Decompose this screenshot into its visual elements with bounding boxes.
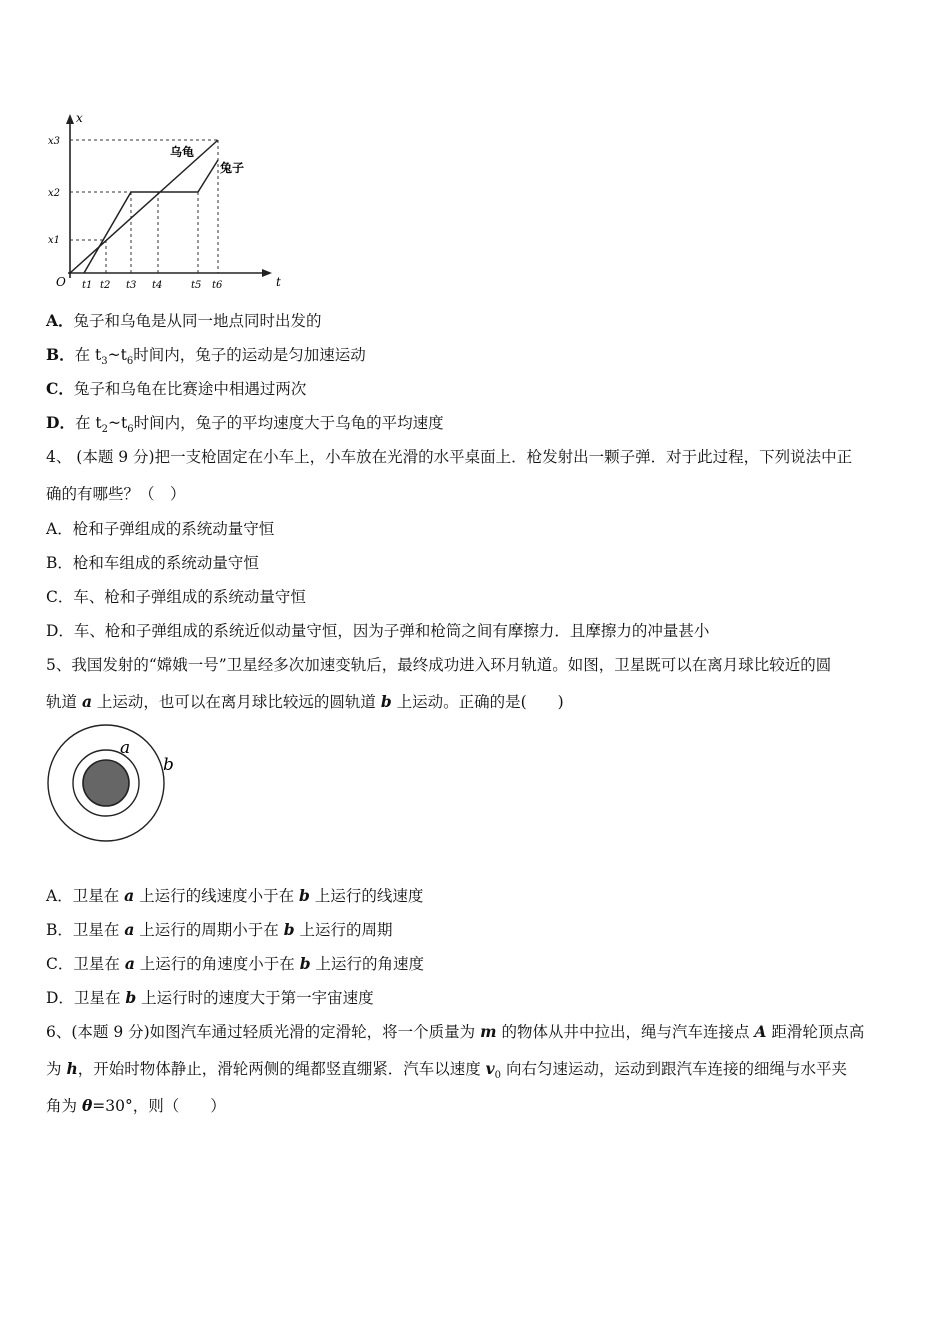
x-axis-arrow-icon — [66, 114, 74, 124]
q4-stem-line2: 确的有哪些？（ ） — [46, 485, 186, 503]
q6-stem-line1: 6、(本题 9 分)如图汽车通过轻质光滑的定滑轮，将一个质量为 m 的物体从井中拉出，绳与汽车连接点 A 距滑轮顶点高 — [46, 1022, 865, 1041]
q3-option-b: B．在 $t_3\sim t_6$时间内，兔子的运动是匀加速运动 — [46, 345, 366, 368]
rabbit-label: 兔子 — [220, 161, 245, 175]
q3-option-d: D．在 $t_2\sim t_6$时间内，兔子的平均速度大于乌龟的平均速度 — [46, 413, 444, 436]
tick-x1: x1 — [48, 235, 61, 246]
q5-option-c: C．卫星在 a 上运行的角速度小于在 b 上运行的角速度 — [46, 954, 424, 973]
tick-t1: t1 — [82, 280, 93, 291]
orbit-a-label: a — [120, 738, 131, 758]
q4-option-c: C．车、枪和子弹组成的系统动量守恒 — [46, 588, 306, 606]
tick-x2: x2 — [48, 188, 61, 199]
tick-t6: t6 — [212, 280, 223, 291]
q3-option-a: A．兔子和乌龟是从同一地点同时出发的 — [46, 311, 322, 330]
axis-t-label: t — [276, 275, 281, 289]
q3-option-c: C．兔子和乌龟在比赛途中相遇过两次 — [46, 379, 307, 398]
xt-graph-figure — [40, 100, 290, 295]
tick-t4: t4 — [152, 280, 163, 291]
tortoise-label: 乌龟 — [170, 145, 195, 159]
tick-t5: t5 — [191, 280, 202, 291]
orbit-figure — [40, 720, 190, 850]
q5-stem-line1: 5、我国发射的“嫦娥一号”卫星经多次加速变轨后，最终成功进入环月轨道。如图，卫星既可以在离月球比较近的圆 — [46, 656, 832, 674]
q5-stem-line2: 轨道 a 上运动，也可以在离月球比较远的圆轨道 b 上运动。正确的是( ) — [46, 692, 564, 711]
q4-option-d: D．车、枪和子弹组成的系统近似动量守恒，因为子弹和枪筒之间有摩擦力．且摩擦力的冲量甚小 — [46, 622, 710, 640]
t-axis-arrow-icon — [262, 269, 272, 277]
origin-label: O — [56, 275, 66, 289]
q4-option-a: A．枪和子弹组成的系统动量守恒 — [46, 520, 275, 538]
q4-option-b: B．枪和车组成的系统动量守恒 — [46, 554, 259, 572]
q6-stem-line3: 角为 θ=30°，则（ ） — [46, 1096, 226, 1115]
q4-stem-line1: 4、 (本题 9 分)把一支枪固定在小车上，小车放在光滑的水平桌面上．枪发射出一颗子弹．对于此过程，下列说法中正 — [46, 448, 853, 466]
q5-option-d: D．卫星在 b 上运行时的速度大于第一宇宙速度 — [46, 988, 374, 1007]
orbit-b-label: b — [163, 755, 174, 775]
q5-option-b: B．卫星在 a 上运行的周期小于在 b 上运行的周期 — [46, 920, 393, 939]
axis-x-label: x — [76, 111, 83, 125]
tick-x3: x3 — [48, 136, 61, 147]
tortoise-line — [70, 140, 218, 273]
tick-t2: t2 — [100, 280, 111, 291]
q6-stem-line2: 为 h，开始时物体静止，滑轮两侧的绳都竖直绷紧．汽车以速度 $v_0$ 向右匀速运动，运动到跟汽车连接的细绳与水平夹 — [46, 1059, 847, 1082]
q5-option-a: A．卫星在 a 上运行的线速度小于在 b 上运行的线速度 — [46, 886, 424, 905]
moon-icon — [83, 760, 129, 806]
tick-t3: t3 — [126, 280, 137, 291]
